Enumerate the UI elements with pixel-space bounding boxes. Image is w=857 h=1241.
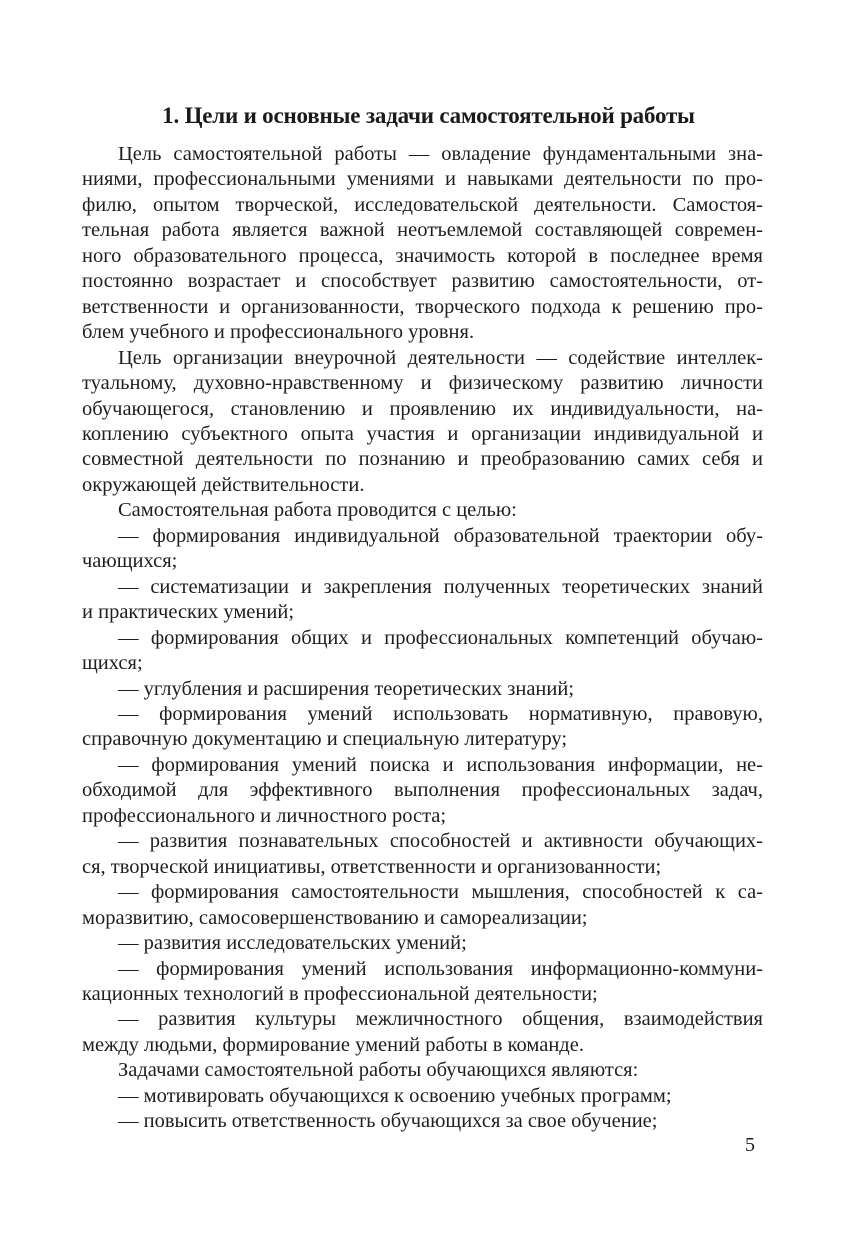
paragraph — [82, 575, 763, 626]
text-line: — повысить ответственность обучающихся за свое обучение; — [118, 1110, 658, 1133]
text-line: ниями, профессиональными умениями и навыками деятельности по про- — [82, 168, 763, 191]
text-line: щихся; — [82, 652, 143, 675]
text-line: тельная работа является важной неотъемлемой составляющей современ- — [82, 219, 763, 242]
text-line: обходимой для эффективного выполнения профессиональных задач, — [82, 779, 763, 802]
text-line: Самостоятельная работа проводится с целью: — [118, 499, 517, 522]
paragraph — [82, 346, 763, 499]
text-line: — формирования индивидуальной образовательной траектории обу- — [118, 524, 763, 547]
text-line: Задачами самостоятельной работы обучающихся являются: — [118, 1059, 639, 1082]
text-line: ся, творческой инициативы, ответственности и организованности; — [82, 855, 662, 878]
text-line: чающихся; — [82, 550, 178, 573]
paragraph — [82, 702, 763, 753]
text-line: постоянно возрастает и способствует развитию самостоятельности, от- — [82, 270, 763, 293]
document-body — [82, 142, 763, 1135]
paragraph — [82, 1084, 763, 1109]
text-line: — формирования умений использовать нормативную, правовую, — [118, 702, 763, 725]
text-line: Цель самостоятельной работы — овладение фундаментальными зна- — [118, 143, 763, 165]
text-line: — развития познавательных способностей и активности обучающих- — [118, 830, 763, 853]
text-line: между людьми, формирование умений работы в команде. — [82, 1033, 584, 1056]
text-line: ного образовательного процесса, значимость которой в последнее время — [82, 244, 763, 267]
paragraph — [82, 1007, 763, 1058]
text-line: окружающей действительности. — [82, 473, 365, 496]
paragraph — [82, 142, 763, 346]
paragraph — [82, 957, 763, 1008]
page-number: 5 — [745, 1134, 755, 1156]
text-line: блем учебного и профессионального уровня. — [82, 321, 475, 344]
paragraph — [82, 498, 763, 523]
paragraph — [82, 753, 763, 829]
text-line: коплению субъектного опыта участия и организации индивидуальной и — [82, 422, 763, 445]
paragraph — [82, 524, 763, 575]
text-line: Цель организации внеурочной деятельности — содействие интеллек- — [118, 346, 763, 369]
text-line: — мотивировать обучающихся к освоению учебных программ; — [118, 1084, 672, 1107]
text-line: — углубления и расширения теоретических знаний; — [118, 677, 575, 700]
paragraph — [82, 1058, 763, 1083]
paragraph — [82, 829, 763, 880]
text-line: — систематизации и закрепления полученных теоретических знаний — [118, 575, 763, 598]
paragraph — [82, 880, 763, 931]
paragraph — [82, 931, 763, 956]
text-line: ветственности и организованности, творческого подхода к решению про- — [82, 295, 763, 318]
text-line: — формирования умений использования информационно-коммуни- — [118, 957, 763, 980]
text-line: — формирования общих и профессиональных компетенций обучаю- — [118, 626, 763, 649]
text-line: справочную документацию и специальную литературу; — [82, 728, 568, 751]
text-line: туальному, духовно-нравственному и физическому развитию личности — [82, 372, 763, 395]
text-line: и практических умений; — [82, 601, 295, 624]
paragraph — [82, 1109, 763, 1134]
text-line: обучающегося, становлению и проявлению их индивидуальности, на- — [82, 397, 763, 420]
paragraph — [82, 677, 763, 702]
text-line: — развития исследовательских умений; — [118, 932, 467, 955]
text-line: — формирования умений поиска и использования информации, не- — [118, 753, 763, 776]
text-line: кационных технологий в профессиональной деятельности; — [82, 982, 598, 1005]
paragraph — [82, 626, 763, 677]
text-line: — развития культуры межличностного общения, взаимодействия — [118, 1008, 763, 1031]
section-heading: 1. Цели и основные задачи самостоятельной работы — [162, 103, 695, 128]
text-line: совместной деятельности по познанию и преобразованию самих себя и — [82, 448, 763, 471]
text-line: профессионального и личностного роста; — [82, 804, 447, 827]
text-line: моразвитию, самосовершенствованию и самореализации; — [82, 906, 588, 929]
text-line: — формирования самостоятельности мышления, способностей к са- — [118, 881, 763, 904]
text-line: филю, опытом творческой, исследовательской деятельности. Самостоя- — [82, 193, 763, 216]
